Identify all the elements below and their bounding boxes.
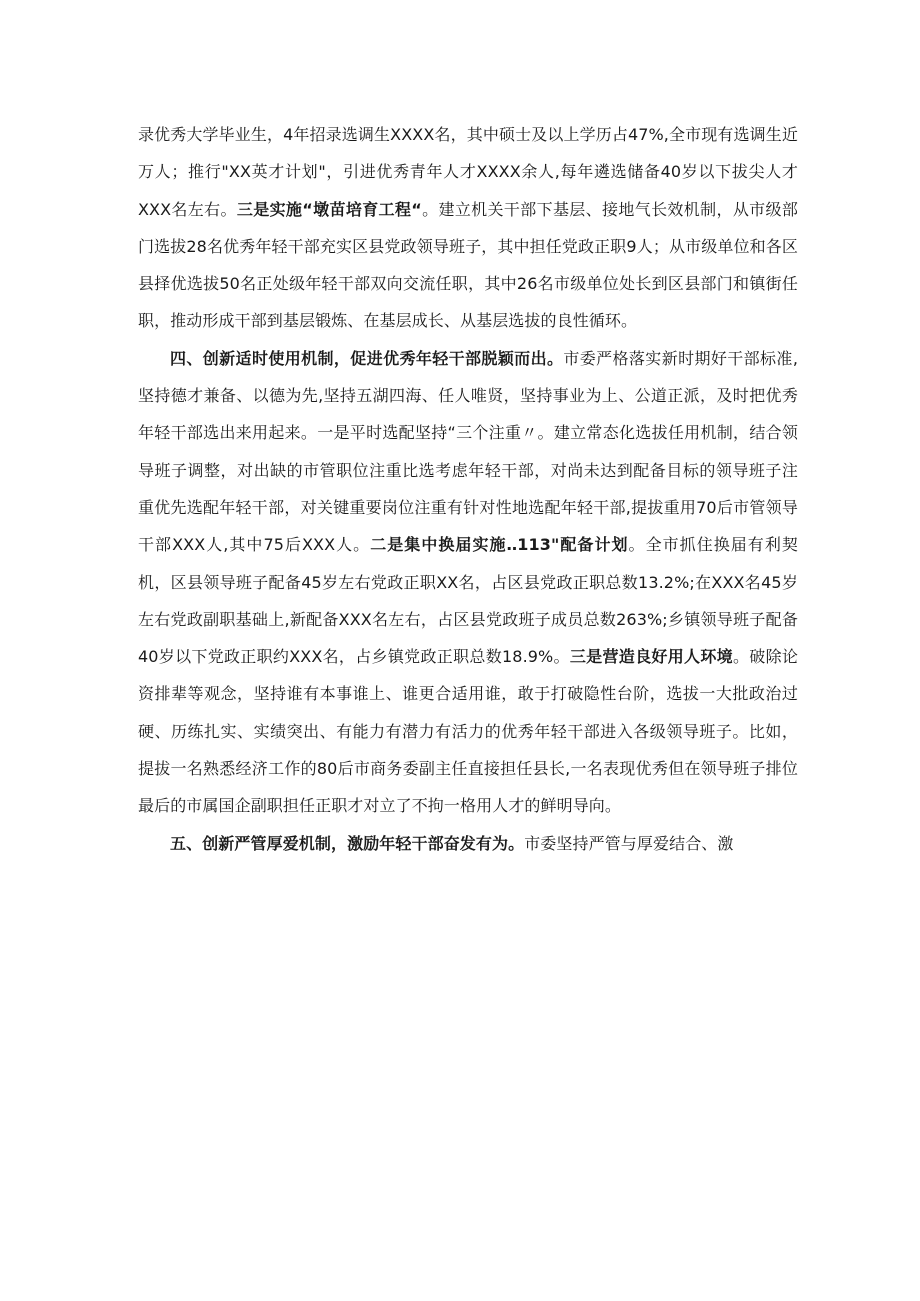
- text-run: 市委严格落实新时期好干部标准,坚持德才兼备、以德为先,坚持五湖四海、任人唯贤，坚持事业为上、公道正派，及时把优秀年轻干部选出来用起来。一是平时选配坚持“三个注重〃。建立常态化选拔任用机制，结合领导班子调整，对出缺的市管职位注重比选考虑年轻干部，对尚未达到配备目标的领导班子注重优先选配年轻干部，对关键重要岗位注重有针对性地选配年轻干部,提拔重用70后市管领导干部XXX人,其中75后XXX人。: [138, 348, 798, 555]
- heading-run-environment: 三是营造良好用人环境: [569, 647, 733, 667]
- section-heading-five: 五、创新严管厚爱机制，激励年轻干部奋发有为。: [170, 833, 525, 853]
- paragraph-talent-recruitment: [138, 116, 798, 340]
- text-run: 市委坚持严管与厚爱结合、激: [524, 833, 734, 853]
- document-body: [138, 116, 798, 862]
- paragraph-section-four: [138, 340, 798, 825]
- heading-run-seedling-project: 三是实施“墩苗培育工程“: [236, 199, 422, 219]
- text-run: 。破除论资排辈等观念，坚持谁有本事谁上、谁更合适用谁，敢于打破隐性台阶，选拔一大批政治过硬、历练扎实、实绩突出、有能力有潜力有活力的优秀年轻干部进入各级领导班子。比如，提拔一名熟悉经济工作的80后市商务委副主任直接担任县长,一名表现优秀但在领导班子排位最后的市属国企副职担任正职才对立了不拘一格用人才的鲜明导向。: [138, 647, 798, 816]
- section-heading-four: 四、创新适时使用机制，促进优秀年轻干部脱颖而出。: [170, 348, 564, 368]
- text-run: 。全市抓住换届有利契机，区县领导班子配备45岁左右党政正职XX名，占区县党政正职总数13.2%;在XXX名45岁左右党政副职基础上,新配备XXX名左右，占区县党政班子成员总数263%;乡镇领导班子配备40岁以下党政正职约XXX名，占乡镇党政正职总数18.9%。: [138, 535, 798, 667]
- paragraph-section-five: [138, 825, 798, 862]
- heading-run-election-plan: 二是集中换届实施‥113"配备计划: [370, 535, 629, 555]
- text-run: 。建立机关干部下基层、接地气长效机制，从市级部门选拔28名优秀年轻干部充实区县党政领导班子，其中担任党政正职9人；从市级单位和各区县择优选拔50名正处级年轻干部双向交流任职，其中26名市级单位处长到区县部门和镇街任职，推动形成干部到基层锻炼、在基层成长、从基层选拔的良性循环。: [138, 199, 798, 331]
- text-run: 录优秀大学毕业生，4年招录选调生XXXX名，其中硕士及以上学历占47%,全市现有选调生近万人；推行"XX英才计划"，引进优秀青年人才XXXX余人,每年遴选储备40岁以下拔尖人才XXX名左右。: [138, 125, 798, 219]
